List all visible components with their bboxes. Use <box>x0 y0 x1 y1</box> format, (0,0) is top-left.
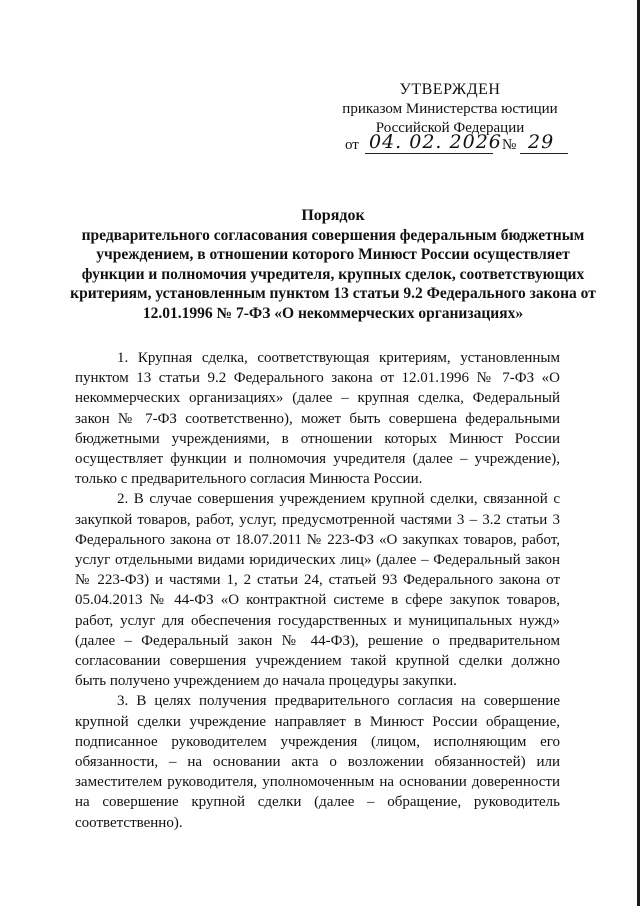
number-underline <box>520 153 568 154</box>
from-label: от <box>345 137 359 153</box>
handwritten-number: 29 <box>528 131 555 153</box>
approval-organization-line: Российской Федерации <box>375 120 525 136</box>
paragraph-2: 2. В случае совершения учреждением крупной сделки, связанной с закупкой товаров, работ, услуг, предусмотренной частями 3 – 3.2 статьи 3 Федерального закона от 18.07.2011 № 223-ФЗ «О закупках товаров, работ, услуг отдельными видами юридических лиц» (далее – Федеральный закон № 223-ФЗ) и частями 1, 2 статьи 24, статьей 93 Федерального закона от 05.04.2013 № 44-ФЗ «О контрактной системе в сфере закупок товаров, работ, услуг для обеспечения государственных и муниципальных нужд» (далее – Федеральный закон № 44-ФЗ), решение о предварительном согласовании совершения учреждением такой крупной сделки должно быть получено учреждением до начала процедуры закупки. <box>75 491 560 690</box>
approval-block <box>330 80 570 138</box>
document-heading <box>70 206 596 323</box>
date-underline <box>365 153 493 154</box>
heading-title: Порядок <box>301 207 365 224</box>
approval-date-number-line <box>345 131 575 157</box>
document-body <box>75 348 560 833</box>
paragraph-3: 3. В целях получения предварительного согласия на совершение крупной сделки учреждение направляет в Минюст России обращение, подписанное руководителем учреждения (лицом, исполняющим его обязанности, – на основании акта о возложении обязанностей) или заместителем руководителя, уполномоченным на основании доверенности на совершение крупной сделки (далее – обращение, руководитель соответственно). <box>75 693 560 831</box>
heading-subtitle: предварительного согласования совершения федеральным бюджетным учреждением, в отношении которого Минюст России осуществляет функции и полномочия учредителя, крупных сделок, соответствующих критериям, установленным пунктом 13 статьи 9.2 Федерального закона от 12.01.1996 № 7-ФЗ «О некоммерческих организациях» <box>70 226 596 322</box>
approval-order-line: приказом Министерства юстиции <box>342 101 558 117</box>
handwritten-date: 04. 02. 2026 <box>369 131 502 153</box>
number-label: № <box>502 137 517 153</box>
paragraph-1: 1. Крупная сделка, соответствующая критериям, установленным пунктом 13 статьи 9.2 Федерального закона от 12.01.1996 № 7-ФЗ «О некоммерческих организациях» (далее – крупная сделка, Федеральный закон № 7-ФЗ соответственно), может быть совершена федеральными бюджетными учреждениями, в отношении которых Минюст России осуществляет функции и полномочия учредителя (далее – учреждение), только с предварительного согласия Минюста России. <box>75 350 560 488</box>
approval-title: УТВЕРЖДЕН <box>399 81 501 98</box>
